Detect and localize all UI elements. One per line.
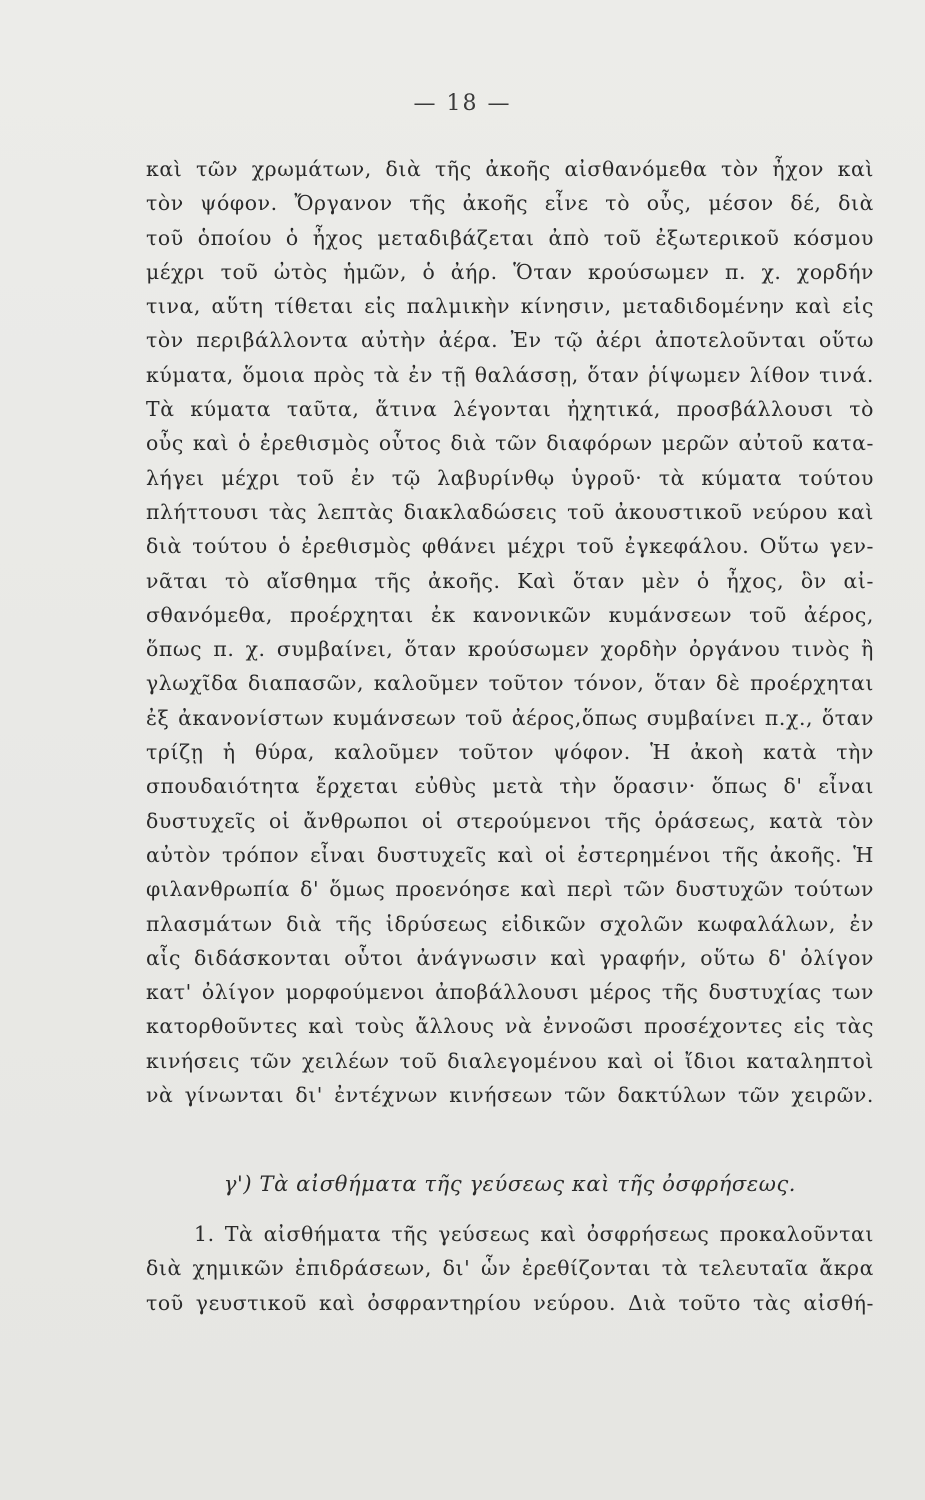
text-line: οὖς καὶ ὁ ἐρεθισμὸς οὗτος διὰ τῶν διαφόρων μερῶν αὐτοῦ κατα- [146,431,874,456]
text-line: τινα, αὕτη τίθεται εἰς παλμικὴν κίνησιν, μεταδιδομένην καὶ εἰς [146,294,874,319]
section-heading: γ') Τὰ αἰσθήματα τῆς γεύσεως καὶ τῆς ὀσφρήσεως. [223,1172,797,1196]
text-line: τοῦ ὁποίου ὁ ἦχος μεταδιβάζεται ἀπὸ τοῦ ἐξωτερικοῦ κόσμου [146,225,874,250]
page-number: — 18 — [413,91,512,116]
text-line: σθανόμεθα, προέρχηται ἐκ κανονικῶν κυμάνσεων τοῦ ἀέρος, [146,602,874,627]
text-line: δυστυχεῖς οἱ ἄνθρωποι οἱ στερούμενοι τῆς ὁράσεως, κατὰ τὸν [146,808,874,833]
text-line: τὸν περιβάλλοντα αὐτὴν ἀέρα. Ἐν τῷ ἀέρι ἀποτελοῦνται οὕτω [146,328,874,353]
text-line: αἷς διδάσκονται οὗτοι ἀνάγνωσιν καὶ γραφήν, οὕτω δ' ὀλίγον [146,945,874,970]
text-line: Τὰ κύματα ταῦτα, ἅτινα λέγονται ἠχητικά, προσβάλλουσι τὸ [146,397,874,422]
text-line: 1. Τὰ αἰσθήματα τῆς γεύσεως καὶ ὀσφρήσεως προκαλοῦνται [194,1222,874,1246]
text-line: φιλανθρωπία δ' ὅμως προενόησε καὶ περὶ τῶν δυστυχῶν τούτων [146,877,874,902]
text-line: αὐτὸν τρόπον εἶναι δυστυχεῖς καὶ οἱ ἐστερημένοι τῆς ἀκοῆς. Ἡ [146,842,874,867]
text-line: διὰ χημικῶν ἐπιδράσεων, δι' ὧν ἐρεθίζονται τὰ τελευταῖα ἄκρα [146,1256,874,1281]
text-line: ὅπως π. χ. συμβαίνει, ὅταν κρούσωμεν χορδὴν ὀργάνου τινὸς ἢ [146,637,874,662]
text-line: κατ' ὀλίγον μορφούμενοι ἀποβάλλουσι μέρος τῆς δυστυχίας των [146,980,874,1005]
text-line: γλωχῖδα διαπασῶν, καλοῦμεν τοῦτον τόνον, ὅταν δὲ προέρχηται [146,671,874,696]
section-text [146,1217,874,1320]
text-line: νὰ γίνωνται δι' ἐντέχνων κινήσεων τῶν δακτύλων τῶν χειρῶν. [146,1083,874,1108]
text-line: διὰ τούτου ὁ ἐρεθισμὸς φθάνει μέχρι τοῦ ἐγκεφάλου. Οὕτω γεν- [146,534,874,559]
text-line: κατορθοῦντες καὶ τοὺς ἄλλους νὰ ἐννοῶσι προσέχοντες εἰς τὰς [146,1014,874,1039]
text-line: πλήττουσι τὰς λεπτὰς διακλαδώσεις τοῦ ἀκουστικοῦ νεύρου καὶ [146,499,874,524]
text-line: κινήσεις τῶν χειλέων τοῦ διαλεγομένου καὶ οἱ ἴδιοι καταληπτοὶ [146,1048,874,1073]
text-line: ἐξ ἀκανονίστων κυμάνσεων τοῦ ἀέρος,ὅπως συμβαίνει π.χ., ὅταν [146,705,874,730]
text-line: νᾶται τὸ αἴσθημα τῆς ἀκοῆς. Καὶ ὅταν μὲν ὁ ἦχος, ὃν αἰ- [146,568,874,593]
text-line: τοῦ γευστικοῦ καὶ ὀσφραντηρίου νεύρου. Διὰ τοῦτο τὰς αἰσθή- [146,1290,874,1315]
text-line: λήγει μέχρι τοῦ ἐν τῷ λαβυρίνθῳ ὑγροῦ· τὰ κύματα τούτου [146,465,874,490]
text-line: κύματα, ὅμοια πρὸς τὰ ἐν τῇ θαλάσσῃ, ὅταν ῥίψωμεν λίθον τινά. [146,362,874,387]
text-line: πλασμάτων διὰ τῆς ἱδρύσεως εἰδικῶν σχολῶν κωφαλάλων, ἐν [146,911,874,936]
text-line: τὸν ψόφον. Ὄργανον τῆς ἀκοῆς εἶνε τὸ οὖς, μέσον δέ, διὰ [146,191,874,216]
text-line: σπουδαιότητα ἔρχεται εὐθὺς μετὰ τὴν ὅρασιν· ὅπως δ' εἶναι [146,774,874,799]
body-text [146,152,874,1112]
text-line: καὶ τῶν χρωμάτων, διὰ τῆς ἀκοῆς αἰσθανόμεθα τὸν ἦχον καὶ [146,157,874,181]
text-line: τρίζῃ ἡ θύρα, καλοῦμεν τοῦτον ψόφον. Ἡ ἀκοὴ κατὰ τὴν [146,740,874,765]
text-line: μέχρι τοῦ ὠτὸς ἡμῶν, ὁ ἀήρ. Ὅταν κρούσωμεν π. χ. χορδήν [146,259,874,284]
